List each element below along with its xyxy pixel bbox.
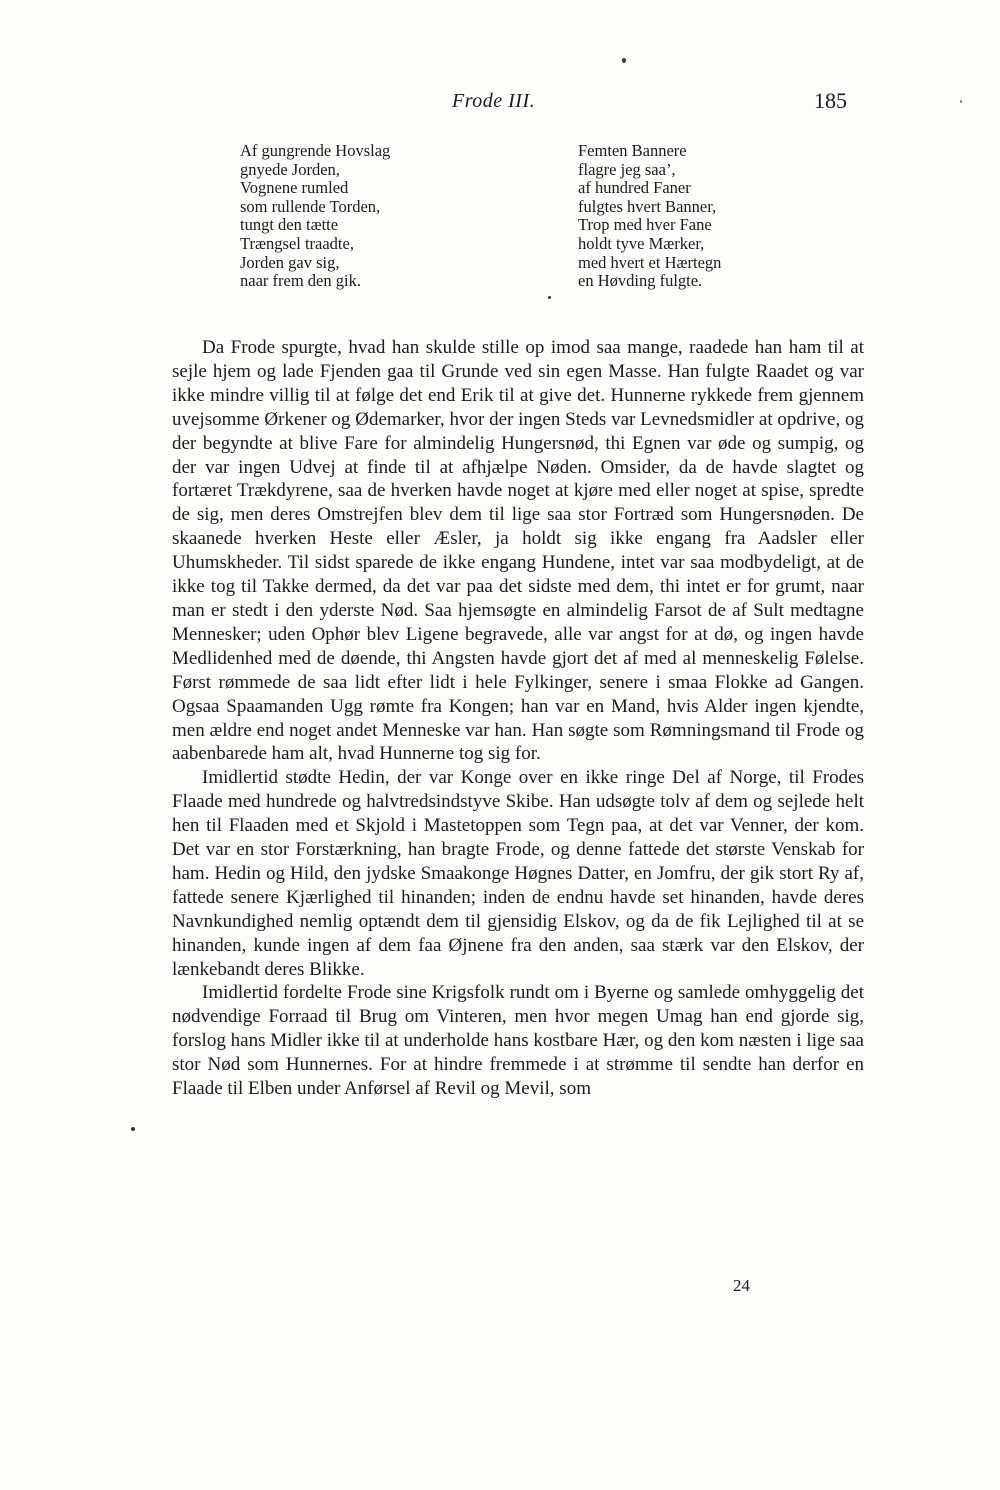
running-title: Frode III.	[452, 90, 536, 112]
page-number: 185	[814, 88, 847, 113]
signature-mark: 24	[733, 1276, 750, 1295]
verse-line: Trængsel traadte,	[240, 233, 354, 253]
paragraph: Imidlertid stødte Hedin, der var Konge over en ikke ringe Del af Norge, til Frodes Flaade med hundrede og halvtredsindstyve Skibe. Han udsøgte tolv af dem og sejlede helt hen til Flaaden med et Skjold i Mastetoppen som Tegn paa, at det var Venner, der kom. Det var en stor Forstærkning, han bragte Frode, og denne fattede det største Venskab for ham. Hedin og Hild, den jydske Smaakonge Høgnes Datter, en Jomfru, der gik stort Ry af, fattede senere Kjærlighed til hinanden; inden de endnu havde set hinanden, havde deres Navnkundighed nemlig optændt dem til gjensidig Elskov, og da de fik Lejlighed til at se hinanden, kunde ingen af dem faa Øjnene fra den anden, saa stærk var den Elskov, der lænkebandt deres Blikke.	[172, 767, 864, 980]
verse-line: Femten Bannere	[578, 141, 687, 160]
running-head	[0, 88, 1000, 118]
verse-line: af hundred Faner	[578, 178, 691, 198]
verse-line: gnyede Jorden,	[240, 159, 340, 179]
verse-line: flagre jeg saa’,	[578, 159, 676, 179]
verse-line: holdt tyve Mærker,	[578, 233, 705, 253]
scan-speck	[548, 296, 551, 299]
paragraph: Da Frode spurgte, hvad han skulde stille op imod saa mange, raadede han ham til at sejle hjem og lade Fjenden gaa til Grunde ved sin egen Masse. Han fulgte Raadet og var ikke mindre villig til at følge det end Erik til at give det. Hunnerne rykkede frem gjennem uvejsomme Ørkener og Ødemarker, hvor der ingen Steds var Levnedsmidler at opdrive, og der begyndte at blive Fare for almindelig Hungersnød, thi Egnen var øde og sumpig, og der var ingen Udvej at finde til at afhjælpe Nøden. Omsider, da de havde slagtet og fortæret Trækdyrene, saa de hverken havde noget at kjøre med eller noget at spise, spredte de sig, men deres Omstrejfen blev dem til lige saa stor Fortræd som Hungersnøden. De skaanede hverken Heste eller Æsler, ja holdt sig ikke engang fra Aadsler eller Uhumskheder. Til sidst sparede de ikke engang Hundene, intet var saa modbydeligt, at de ikke tog til Takke dermed, da det var paa det sidste med dem, thi intet er for grumt, naar man er stedt i den yderste Nød. Saa hjemsøgte en almindelig Farsot de af Sult medtagne Mennesker; uden Ophør blev Ligene begravede, alle var angst for at dø, og ingen havde Medlidenhed med de døende, thi Angsten havde gjort det af med al menneskelig Følelse. Først rømmede de saa lidt efter lidt i hele Fylkinger, senere i smaa Flokke ad Gangen. Ogsaa Spaamanden Ugg rømte fra Kongen; han var en Mand, hvis Alder ingen kjendte, men ældre end noget andet Menneske var han. Han søgte som Rømningsmand til Frode og aabenbarede ham alt, hvad Hunnerne tog sig for.	[172, 337, 864, 765]
verse-column-right	[578, 142, 838, 291]
scan-speck	[131, 1127, 135, 1131]
verse-line: Vognene rumled	[240, 178, 349, 198]
verse-line: fulgtes hvert Banner,	[578, 196, 717, 216]
scan-speck	[960, 100, 962, 103]
verse-line: naar frem den gik.	[240, 271, 361, 291]
paragraph: Imidlertid fordelte Frode sine Krigsfolk rundt om i Byerne og samlede omhyggelig det nødvendige Forraad til Brug om Vinteren, men hvor megen Umag han end gjorde sig, forslog hans Midler ikke til at underholde hans kostbare Hær, og den kom næsten i lige saa stor Nød som Hunnernes. For at hindre fremmede i at strømme til sendte han derfor en Flaade til Elben under Anførsel af Revil og Mevil, som	[172, 982, 864, 1100]
verse-column-left	[240, 142, 500, 291]
verse-line: som rullende Torden,	[240, 196, 381, 216]
body-text	[172, 336, 864, 1101]
verse-line: tungt den tætte	[240, 215, 339, 235]
verse-line: en Høvding fulgte.	[578, 271, 703, 291]
verse-line: med hvert et Hærtegn	[578, 252, 722, 272]
verse-line: Af gungrende Hovslag	[240, 141, 391, 160]
verse-line: Trop med hver Fane	[578, 215, 712, 235]
verse-line: Jorden gav sig,	[240, 252, 340, 272]
scan-speck	[622, 58, 626, 63]
